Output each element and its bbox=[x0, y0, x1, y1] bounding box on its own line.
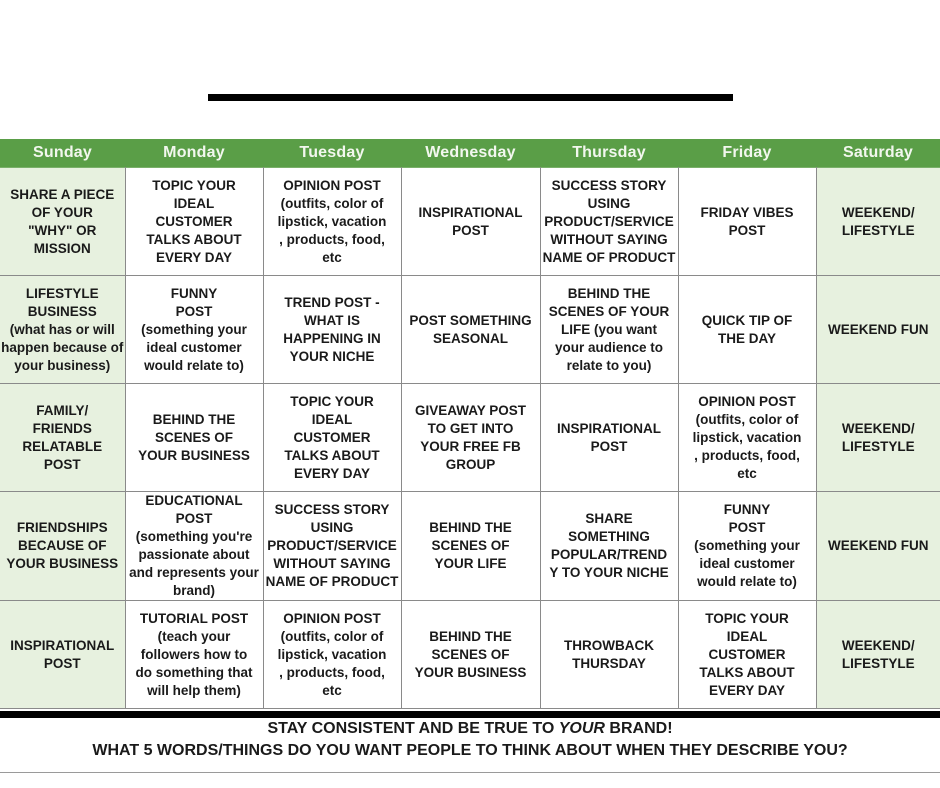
calendar-cell: TREND POST - WHAT IS HAPPENING IN YOUR NICHE bbox=[263, 276, 401, 384]
bottom-rule bbox=[0, 711, 940, 718]
calendar-cell: EDUCATIONAL POST (something you're passionate about and represents your brand) bbox=[125, 492, 263, 601]
calendar-cell: SHARE A PIECE OF YOUR "WHY" OR MISSION bbox=[0, 168, 125, 276]
week-row-5 bbox=[0, 601, 940, 709]
footer-rule bbox=[0, 772, 940, 773]
calendar-cell: FRIDAY VIBES POST bbox=[678, 168, 816, 276]
calendar-cell: OPINION POST (outfits, color of lipstick, vacation , products, food, etc bbox=[678, 384, 816, 492]
calendar-cell: TOPIC YOUR IDEAL CUSTOMER TALKS ABOUT EVERY DAY bbox=[125, 168, 263, 276]
calendar-cell: WEEKEND/ LIFESTYLE bbox=[816, 168, 940, 276]
day-header-tuesday: Tuesday bbox=[263, 139, 401, 168]
calendar-cell: BEHIND THE SCENES OF YOUR LIFE bbox=[401, 492, 540, 601]
footer-consistency-line bbox=[0, 720, 940, 738]
calendar-cell: FRIENDSHIPS BECAUSE OF YOUR BUSINESS bbox=[0, 492, 125, 601]
calendar-cell: INSPIRATIONAL POST bbox=[540, 384, 678, 492]
calendar-cell: THROWBACK THURSDAY bbox=[540, 601, 678, 709]
calendar-cell: INSPIRATIONAL POST bbox=[0, 601, 125, 709]
calendar-cell: SUCCESS STORY USING PRODUCT/SERVICE WITHOUT SAYING NAME OF PRODUCT bbox=[263, 492, 401, 601]
calendar-cell: SHARE SOMETHING POPULAR/TREND Y TO YOUR NICHE bbox=[540, 492, 678, 601]
calendar-cell: TUTORIAL POST (teach your followers how to do something that will help them) bbox=[125, 601, 263, 709]
day-header-friday: Friday bbox=[678, 139, 816, 168]
footer-line1-emphasis: YOUR bbox=[558, 720, 605, 737]
week-row-2 bbox=[0, 276, 940, 384]
calendar-cell: WEEKEND/ LIFESTYLE bbox=[816, 384, 940, 492]
day-header-thursday: Thursday bbox=[540, 139, 678, 168]
calendar-cell: BEHIND THE SCENES OF YOUR BUSINESS bbox=[125, 384, 263, 492]
week-row-3 bbox=[0, 384, 940, 492]
calendar-cell: WEEKEND/ LIFESTYLE bbox=[816, 601, 940, 709]
day-header-saturday: Saturday bbox=[816, 139, 940, 168]
calendar-cell: BEHIND THE SCENES OF YOUR BUSINESS bbox=[401, 601, 540, 709]
day-header-row bbox=[0, 139, 940, 168]
calendar-cell: BEHIND THE SCENES OF YOUR LIFE (you want your audience to relate to you) bbox=[540, 276, 678, 384]
calendar-cell: TOPIC YOUR IDEAL CUSTOMER TALKS ABOUT EVERY DAY bbox=[263, 384, 401, 492]
calendar-cell: OPINION POST (outfits, color of lipstick, vacation , products, food, etc bbox=[263, 601, 401, 709]
calendar-cell: FUNNY POST (something your ideal customer would relate to) bbox=[678, 492, 816, 601]
week-row-1 bbox=[0, 168, 940, 276]
day-header-sunday: Sunday bbox=[0, 139, 125, 168]
calendar-cell: FAMILY/ FRIENDS RELATABLE POST bbox=[0, 384, 125, 492]
day-header-wednesday: Wednesday bbox=[401, 139, 540, 168]
calendar-cell: GIVEAWAY POST TO GET INTO YOUR FREE FB GROUP bbox=[401, 384, 540, 492]
footer-line1-end: BRAND! bbox=[604, 720, 673, 737]
content-calendar bbox=[0, 139, 940, 709]
calendar-cell: WEEKEND FUN bbox=[816, 492, 940, 601]
calendar-cell: TOPIC YOUR IDEAL CUSTOMER TALKS ABOUT EVERY DAY bbox=[678, 601, 816, 709]
footer-question-line: WHAT 5 WORDS/THINGS DO YOU WANT PEOPLE TO THINK ABOUT WHEN THEY DESCRIBE YOU? bbox=[92, 742, 848, 759]
calendar-cell: INSPIRATIONAL POST bbox=[401, 168, 540, 276]
day-header-monday: Monday bbox=[125, 139, 263, 168]
calendar-cell: SUCCESS STORY USING PRODUCT/SERVICE WITHOUT SAYING NAME OF PRODUCT bbox=[540, 168, 678, 276]
title-rule bbox=[208, 94, 733, 101]
calendar-cell: OPINION POST (outfits, color of lipstick, vacation , products, food, etc bbox=[263, 168, 401, 276]
calendar-cell: LIFESTYLE BUSINESS (what has or will happen because of your business) bbox=[0, 276, 125, 384]
calendar-cell: WEEKEND FUN bbox=[816, 276, 940, 384]
footer-line1-start: STAY CONSISTENT AND BE TRUE TO bbox=[267, 720, 559, 737]
week-row-4 bbox=[0, 492, 940, 601]
calendar-cell: POST SOMETHING SEASONAL bbox=[401, 276, 540, 384]
calendar-cell: FUNNY POST (something your ideal customer would relate to) bbox=[125, 276, 263, 384]
calendar-cell: QUICK TIP OF THE DAY bbox=[678, 276, 816, 384]
